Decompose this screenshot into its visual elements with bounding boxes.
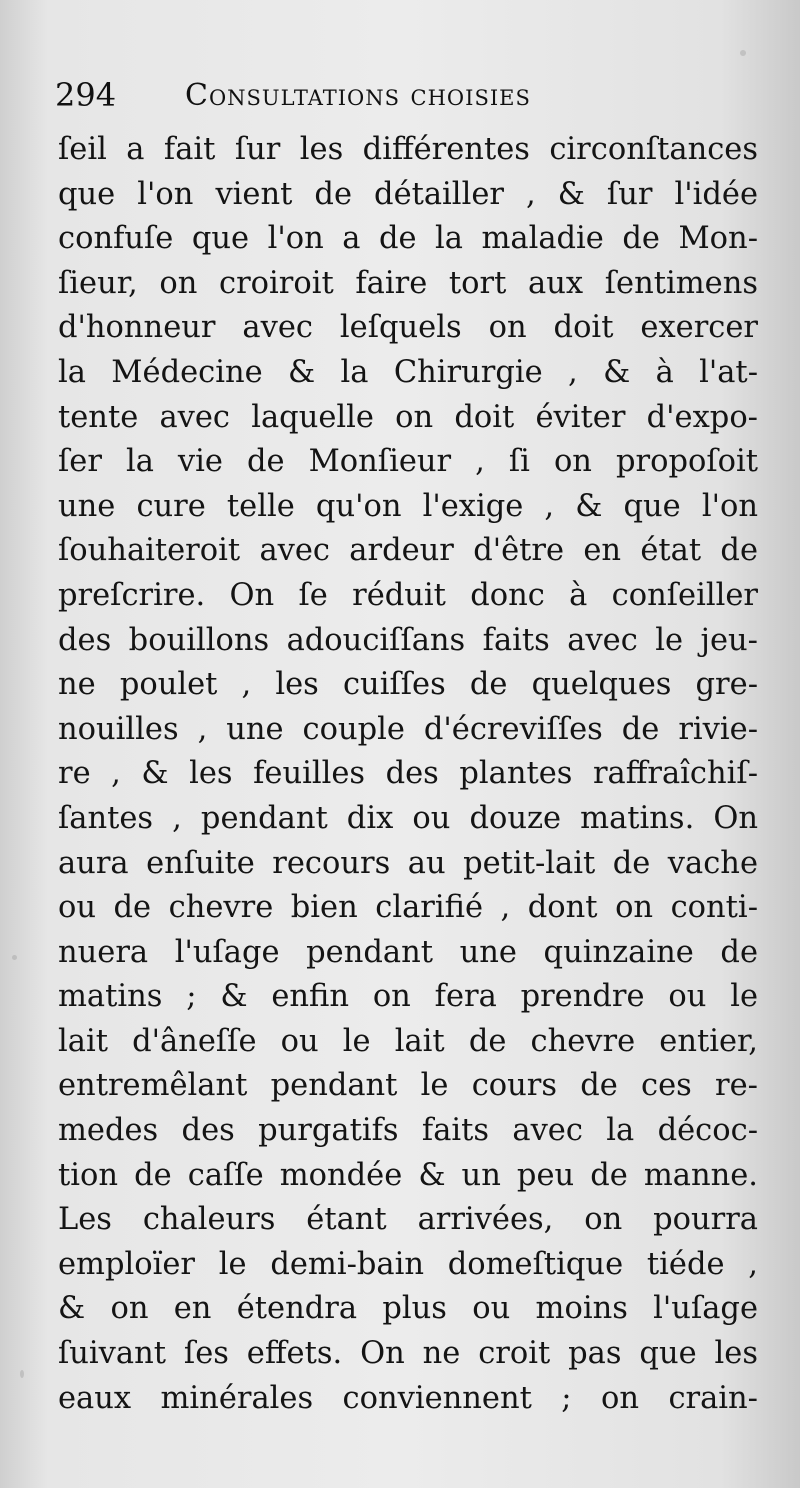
text-line: ſeil a fait ſur les différentes circonſtances xyxy=(58,132,758,167)
text-line: la Médecine & la Chirurgie , & à l'at- xyxy=(58,354,758,390)
text-line: re , & les feuilles des plantes raffraîchiſ- xyxy=(58,756,758,792)
text-line: tion de caſſe mondée & un peu de manne. xyxy=(58,1157,758,1193)
text-line: medes des purgatifs faits avec la décoc- xyxy=(58,1113,758,1149)
paper-speck xyxy=(12,955,17,960)
text-line: tente avec laquelle on doit éviter d'expo- xyxy=(58,399,758,435)
text-line: ſer la vie de Monſieur , ſi on propoſoit xyxy=(58,444,758,480)
text-line: confuſe que l'on a de la maladie de Mon- xyxy=(58,221,758,257)
text-line: ſouhaiteroit avec ardeur d'être en état de xyxy=(58,533,758,569)
text-line: une cure telle qu'on l'exige , & que l'on xyxy=(58,488,758,524)
text-line: entremêlant pendant le cours de ces re- xyxy=(58,1068,758,1104)
text-line: ſuivant ſes effets. On ne croit pas que les xyxy=(58,1336,758,1372)
text-line: ou de chevre bien clarifié , dont on conti- xyxy=(58,890,758,926)
text-line: nouilles , une couple d'écreviſſes de rivie- xyxy=(58,711,758,747)
running-title: Consultations choisies xyxy=(185,78,531,113)
paper-speck xyxy=(740,50,746,56)
text-line: nuera l'uſage pendant une quinzaine de xyxy=(58,934,758,970)
text-line: ne poulet , les cuiſſes de quelques gre- xyxy=(58,667,758,703)
page-header xyxy=(55,74,755,124)
text-line: lait d'âneſſe ou le lait de chevre entier, xyxy=(58,1023,758,1059)
paper-speck xyxy=(20,1370,24,1378)
page-number: 294 xyxy=(55,76,117,114)
text-line: ſieur, on croiroit faire tort aux ſentimens xyxy=(58,265,758,301)
text-line: que l'on vient de détailler , & ſur l'idée xyxy=(58,176,758,212)
text-line: aura enſuite recours au petit-lait de vache xyxy=(58,845,758,881)
text-line: des bouillons adouciſſans faits avec le jeu- xyxy=(58,622,758,658)
text-line: Les chaleurs étant arrivées, on pourra xyxy=(58,1202,758,1238)
text-line: preſcrire. On ſe réduit donc à conſeiller xyxy=(58,577,758,613)
text-line: emploïer le demi-bain domeſtique tiéde , xyxy=(58,1246,758,1282)
text-line: matins ; & enfin on fera prendre ou le xyxy=(58,979,758,1015)
text-line: & on en étendra plus ou moins l'uſage xyxy=(58,1291,758,1327)
text-line: d'honneur avec leſquels on doit exercer xyxy=(58,310,758,346)
body-text xyxy=(58,128,758,1421)
text-line: ſantes , pendant dix ou douze matins. On xyxy=(58,800,758,836)
text-line: eaux minérales conviennent ; on crain- xyxy=(58,1380,758,1416)
